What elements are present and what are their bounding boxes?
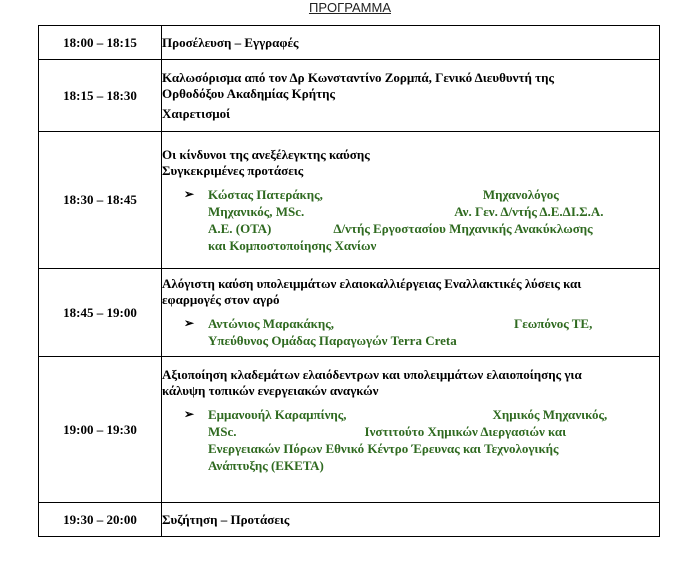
speaker-name: Κώστας Πατεράκης,	[208, 186, 323, 202]
table-row	[39, 269, 660, 357]
page-title: ΠΡΟΓΡΑΜΜΑ	[308, 0, 392, 15]
session-cell	[162, 132, 660, 269]
session-subtitle: Χαιρετισμοί	[162, 105, 231, 121]
session-title: Οι κίνδυνοι της ανεξέλεγκτης καύσης	[162, 146, 370, 162]
speaker-affiliation: και Κομποστοποίησης Χανίων	[208, 237, 377, 253]
table-row	[39, 357, 660, 503]
session-title: Καλωσόρισμα από τον Δρ Κωνσταντίνο Ζορμπά, Γενικό Διευθυντή της	[162, 69, 554, 85]
speaker-role: Γεωπόνος ΤΕ,	[513, 316, 593, 331]
session-cell	[162, 60, 660, 132]
time-cell: 18:30 – 18:45	[39, 132, 162, 269]
session-title: Συζήτηση – Προτάσεις	[162, 511, 290, 527]
session-title: Προσέλευση – Εγγραφές	[162, 34, 299, 50]
speaker-affiliation: Ινστιτούτο Χημικών Διεργασιών και	[364, 424, 567, 439]
session-cell	[162, 269, 660, 357]
speaker-name: Εμμανουήλ Καραμπίνης,	[208, 407, 347, 422]
session-title: εφαρμογές στον αγρό	[162, 292, 280, 307]
speaker-affiliation: Δ/ντής Εργοστασίου Μηχανικής Ανακύκλωσης	[333, 220, 593, 236]
speaker-affiliation: Ανάπτυξης (ΕΚΕΤΑ)	[208, 458, 324, 473]
table-row	[39, 26, 660, 60]
time-cell: 19:00 – 19:30	[39, 357, 162, 503]
arrow-bullet-icon: ➢	[184, 316, 195, 330]
table-row	[39, 503, 660, 537]
session-title: Ορθοδόξου Ακαδημίας Κρήτης	[162, 85, 335, 101]
session-cell	[162, 357, 660, 503]
speaker-affiliation: Ενεργειακών Πόρων Εθνικό Κέντρο Έρευνας και Τεχνολογικής	[208, 441, 559, 456]
speaker-name: Αντώνιος Μαρακάκης,	[208, 316, 334, 331]
speaker-role: Μηχανικός, MSc.	[208, 203, 305, 219]
schedule-table	[38, 25, 660, 537]
session-title: Αξιοποίηση κλαδεμάτων ελαιόδεντρων και υπολειμμάτων ελαιοποίησης για	[162, 367, 582, 382]
speaker-affiliation: Α.Ε. (ΟΤΑ)	[208, 220, 272, 236]
speaker-role: Χημικός Μηχανικός,	[492, 407, 608, 422]
time-cell: 18:00 – 18:15	[39, 26, 162, 60]
session-cell	[162, 503, 660, 537]
arrow-bullet-icon: ➢	[184, 186, 195, 201]
table-row	[39, 60, 660, 132]
session-title: κάλυψη τοπικών ενεργειακών αναγκών	[162, 383, 379, 398]
time-cell: 18:15 – 18:30	[39, 60, 162, 132]
time-cell: 18:45 – 19:00	[39, 269, 162, 357]
speaker-role: Μηχανολόγος	[482, 186, 559, 202]
speaker-block	[162, 186, 659, 254]
speaker-role: MSc.	[208, 424, 237, 439]
speaker-block	[162, 406, 659, 474]
speaker-block	[162, 315, 659, 349]
session-title: Αλόγιστη καύση υπολειμμάτων ελαιοκαλλιέργειας Εναλλακτικές λύσεις και	[162, 276, 582, 291]
speaker-affiliation: Αν. Γεν. Δ/ντής Δ.Ε.ΔΙ.Σ.Α.	[454, 203, 604, 219]
table-row	[39, 132, 660, 269]
arrow-bullet-icon: ➢	[184, 407, 195, 421]
session-title: Συγκεκριμένες προτάσεις	[162, 162, 304, 178]
speaker-affiliation: Υπεύθυνος Ομάδας Παραγωγών Terra Creta	[208, 333, 457, 348]
time-cell: 19:30 – 20:00	[39, 503, 162, 537]
session-cell	[162, 26, 660, 60]
